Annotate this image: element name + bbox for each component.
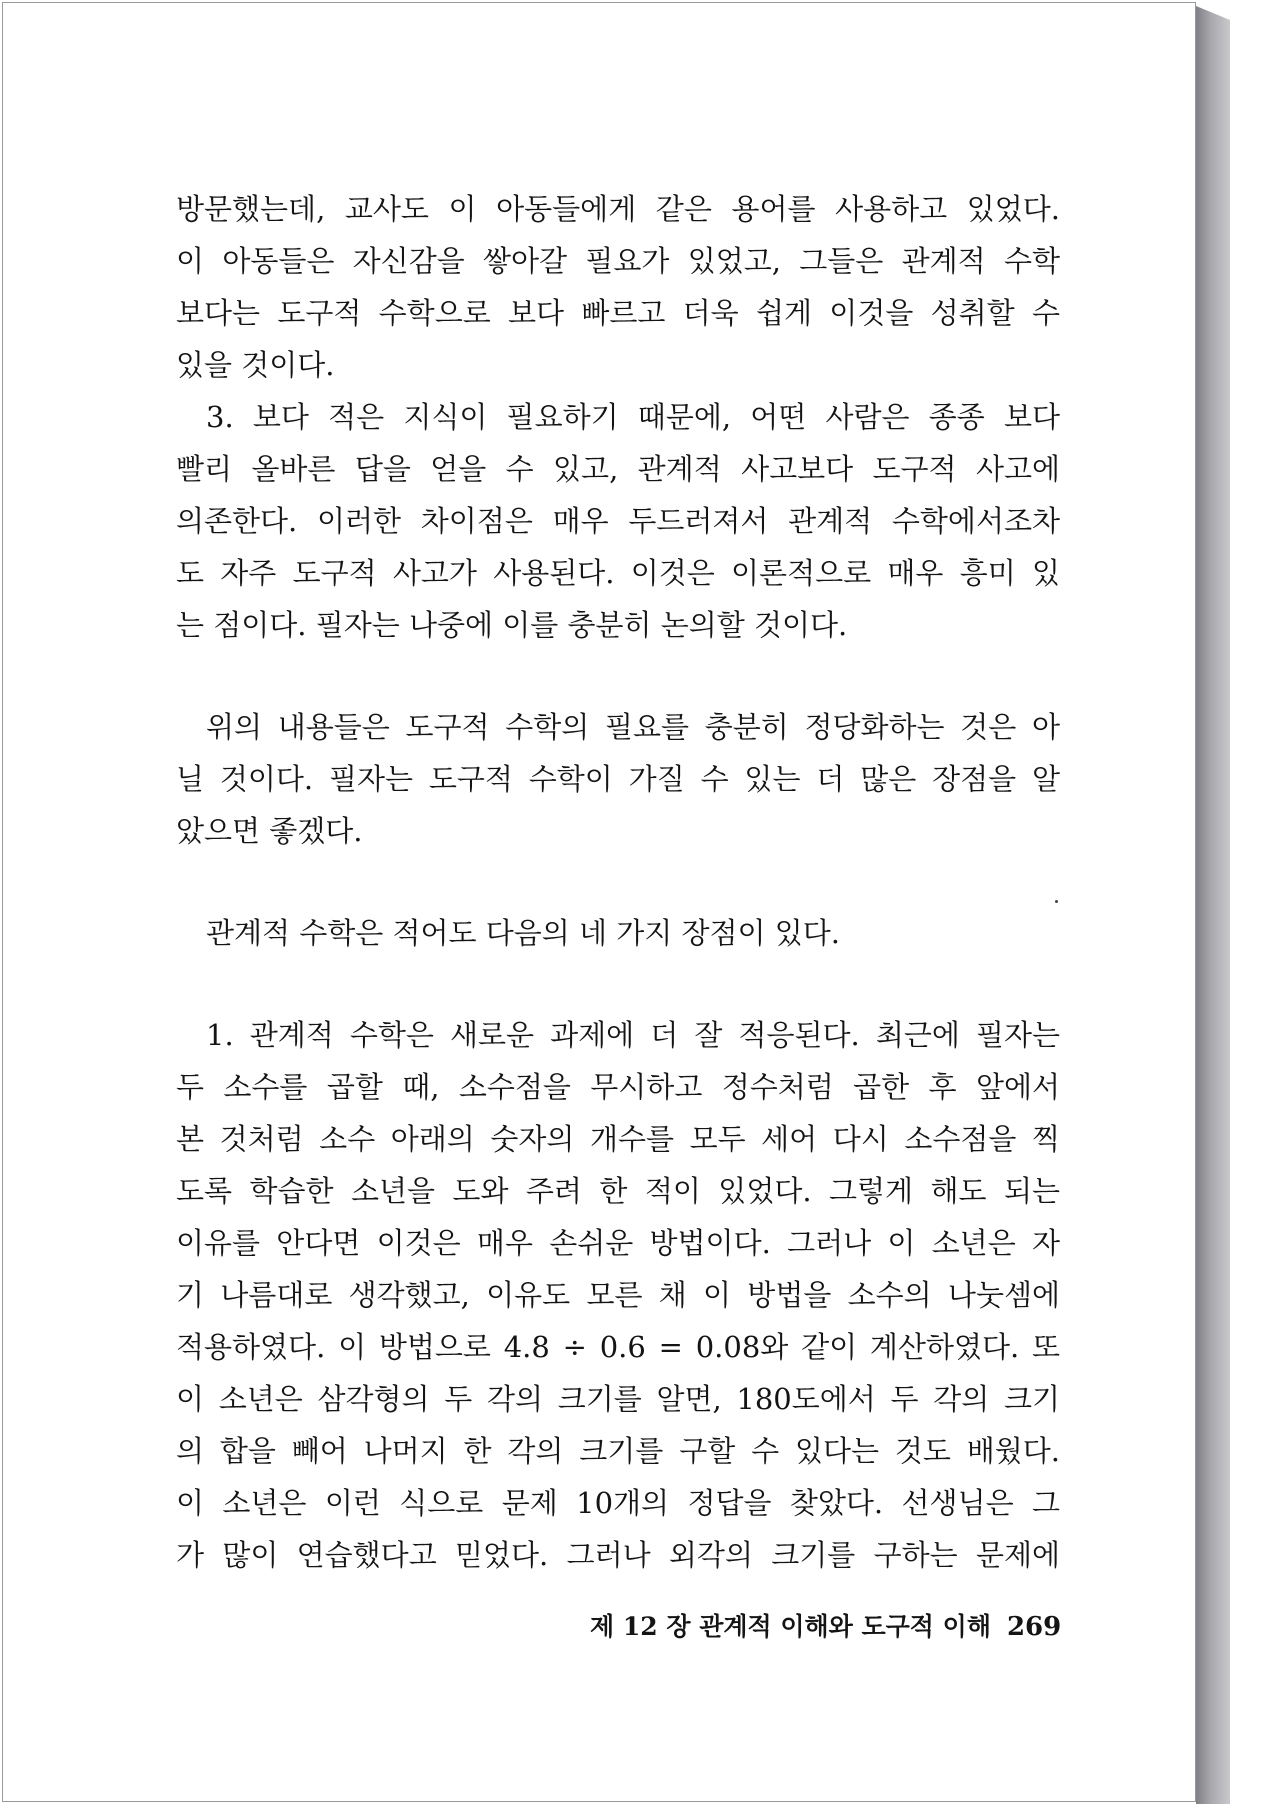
text-line: 적용하였다. 이 방법으로 4.8 ÷ 0.6 = 0.08와 같이 계산하였다. 또 (176, 1330, 1060, 1364)
text-line: 의 합을 빼어 나머지 한 각의 크기를 구할 수 있다는 것도 배웠다. (176, 1434, 1060, 1468)
text-line: 두 소수를 곱할 때, 소수점을 무시하고 정수처럼 곱한 후 앞에서 (176, 1070, 1060, 1104)
page-footer (590, 1607, 1061, 1643)
page-edge-shadow (1196, 6, 1230, 1804)
paragraph-gap (176, 959, 1060, 1009)
page-body (176, 183, 1060, 1581)
text-line: 3. 보다 적은 지식이 필요하기 때문에, 어떤 사람은 종종 보다 (206, 400, 1060, 434)
paragraph-5 (176, 1009, 1060, 1581)
text-line: 빨리 올바른 답을 얻을 수 있고, 관계적 사고보다 도구적 사고에 (176, 452, 1060, 486)
text-line: 방문했는데, 교사도 이 아동들에게 같은 용어를 사용하고 있었다. (176, 192, 1060, 226)
text-line: 의존한다. 이러한 차이점은 매우 두드러져서 관계적 수학에서조차 (176, 504, 1060, 538)
text-line: 이 아동들은 자신감을 쌓아갈 필요가 있었고, 그들은 관계적 수학 (176, 244, 1060, 278)
page-number: 269 (1006, 1612, 1062, 1642)
text-line: 위의 내용들은 도구적 수학의 필요를 충분히 정당화하는 것은 아 (206, 710, 1060, 744)
text-line: 닐 것이다. 필자는 도구적 수학이 가질 수 있는 더 많은 장점을 알 (176, 762, 1060, 796)
text-line: 관계적 수학은 적어도 다음의 네 가지 장점이 있다. (206, 916, 841, 950)
paragraph-gap (176, 651, 1060, 701)
text-line: 는 점이다. 필자는 나중에 이를 충분히 논의할 것이다. (176, 608, 848, 642)
paragraph-4 (176, 907, 1060, 959)
text-line: 이유를 안다면 이것은 매우 손쉬운 방법이다. 그러나 이 소년은 자 (176, 1226, 1060, 1260)
text-line: 가 많이 연습했다고 믿었다. 그러나 외각의 크기를 구하는 문제에 (176, 1538, 1060, 1572)
text-line: 도록 학습한 소년을 도와 주려 한 적이 있었다. 그렇게 해도 되는 (176, 1174, 1060, 1208)
text-line: 1. 관계적 수학은 새로운 과제에 더 잘 적응된다. 최근에 필자는 (206, 1018, 1060, 1052)
text-line: 이 소년은 이런 식으로 문제 10개의 정답을 찾았다. 선생님은 그 (176, 1486, 1060, 1520)
paragraph-2 (176, 391, 1060, 651)
text-line: 았으면 좋겠다. (176, 814, 363, 848)
paragraph-3 (176, 701, 1060, 857)
text-line: 보다는 도구적 수학으로 보다 빠르고 더욱 쉽게 이것을 성취할 수 (176, 296, 1060, 330)
running-footer-chapter: 제 12 장 관계적 이해와 도구적 이해 (590, 1612, 991, 1641)
text-line: 본 것처럼 소수 아래의 숫자의 개수를 모두 세어 다시 소수점을 찍 (176, 1122, 1060, 1156)
paragraph-1 (176, 183, 1060, 391)
text-line: 기 나름대로 생각했고, 이유도 모른 채 이 방법을 소수의 나눗셈에 (176, 1278, 1060, 1312)
text-line: 도 자주 도구적 사고가 사용된다. 이것은 이론적으로 매우 흥미 있 (176, 556, 1060, 590)
paragraph-gap (176, 857, 1060, 907)
text-line: 이 소년은 삼각형의 두 각의 크기를 알면, 180도에서 두 각의 크기 (176, 1382, 1060, 1416)
text-line: 있을 것이다. (176, 348, 335, 382)
